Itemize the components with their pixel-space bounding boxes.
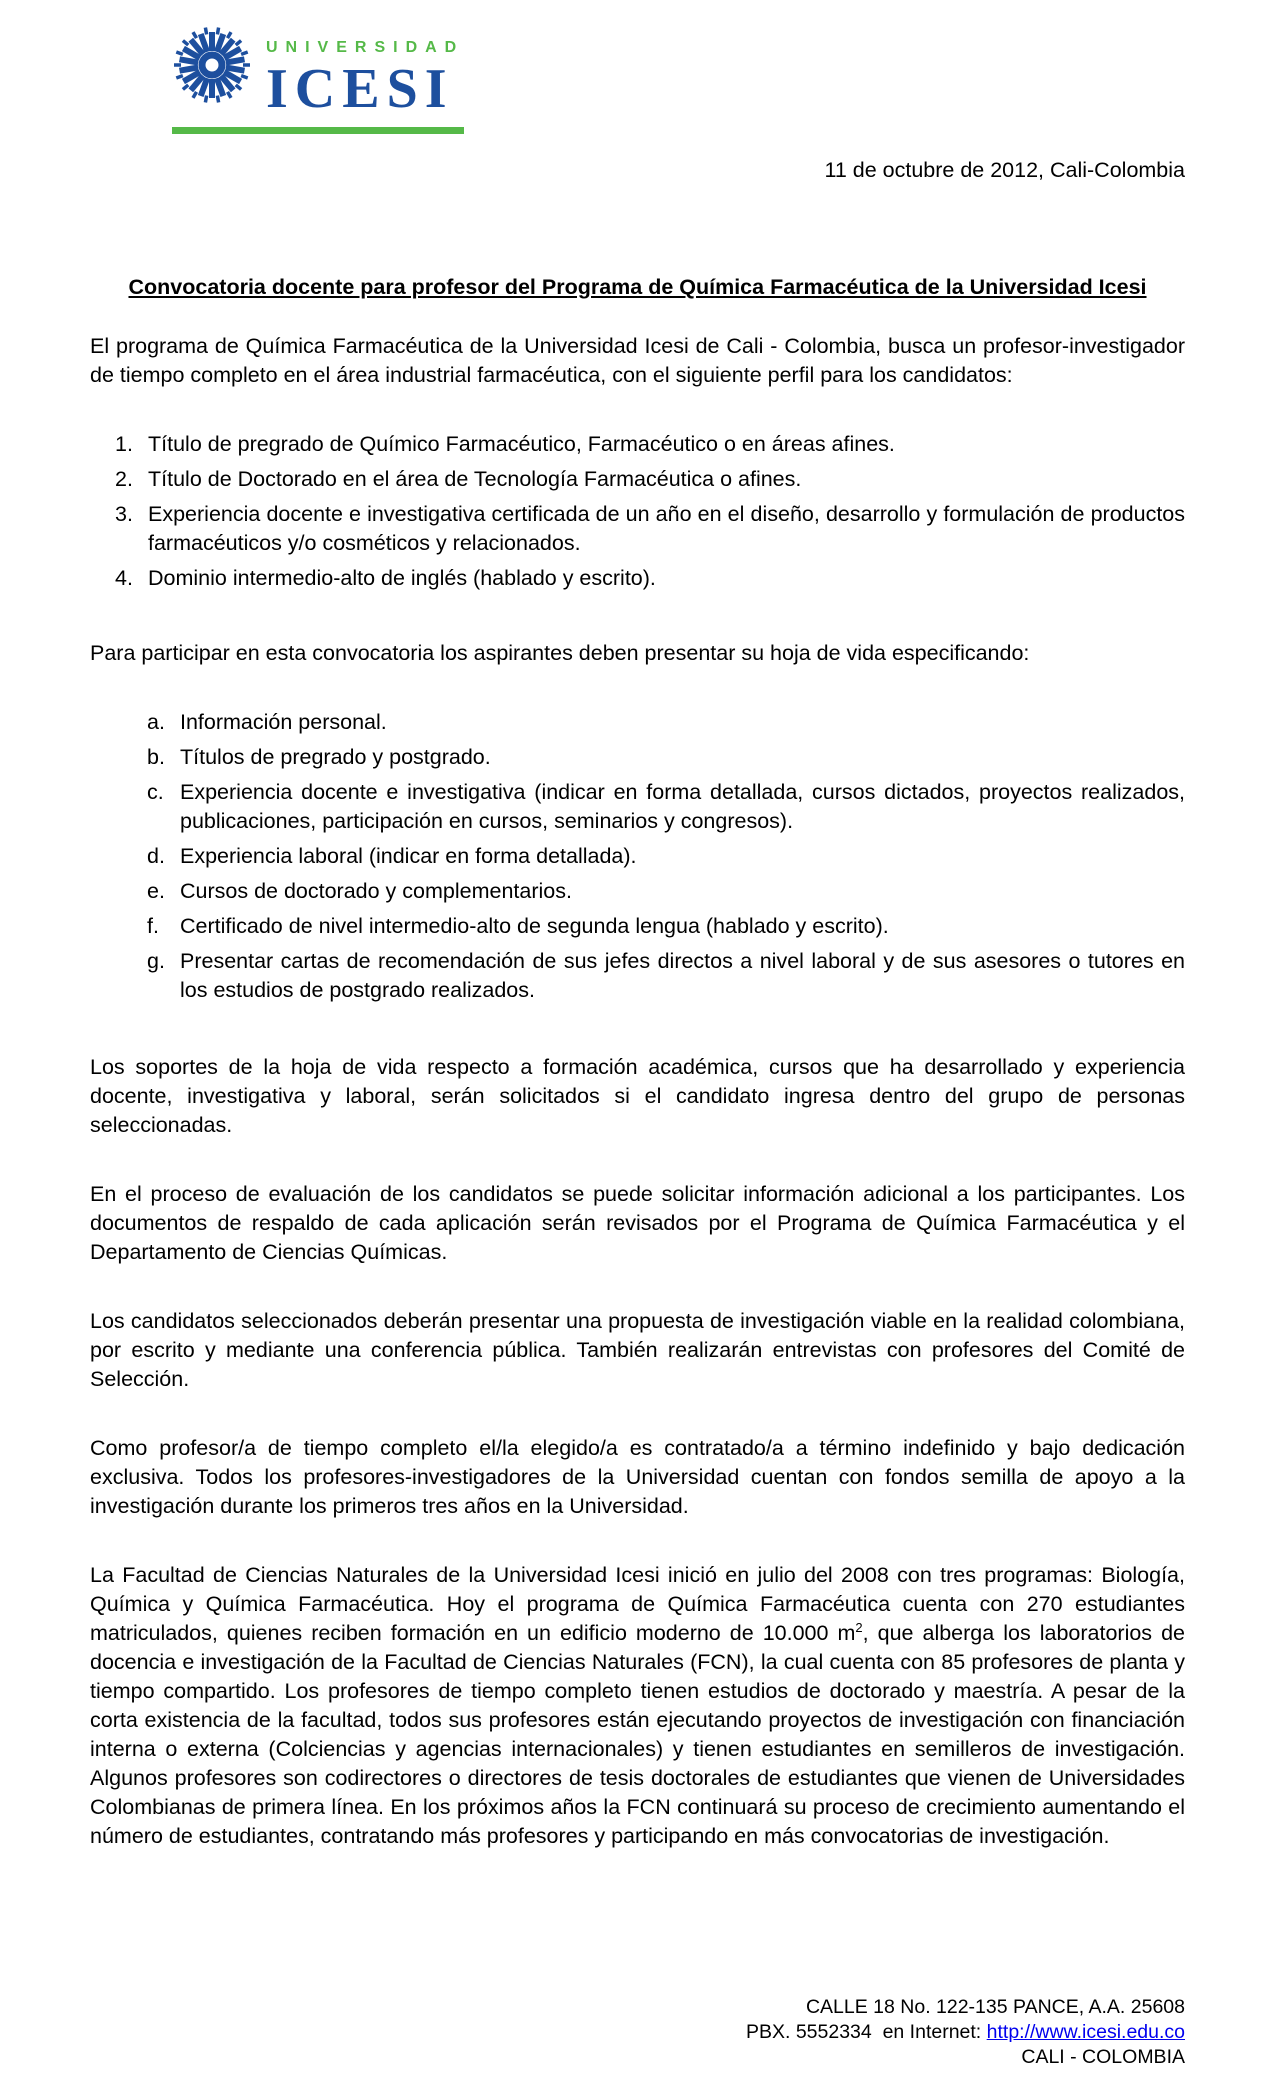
list-item <box>115 500 1185 558</box>
profile-requirements-list <box>115 430 1185 599</box>
faculty-text-part1: La Facultad de Ciencias Naturales de la Universidad Icesi inició en julio del 2008 con tres programas: Biología, Química y Química Farmacéutica. Hoy el programa de Química Farmacéutica cuenta con 270 estudiantes matriculados, quienes reciben formación en un edificio moderno de 10.000 m <box>90 1563 1185 1645</box>
list-item <box>115 564 1185 593</box>
list-item <box>115 430 1185 459</box>
list-marker: 2. <box>115 467 133 491</box>
list-marker: g. <box>147 949 165 973</box>
paragraph-supports: Los soportes de la hoja de vida respecto a formación académica, cursos que ha desarrollado y experiencia docente, investigativa y laboral, serán solicitados si el candidato ingresa dentro del grupo de personas seleccionadas. <box>90 1055 1185 1137</box>
list-text: Presentar cartas de recomendación de sus jefes directos a nivel laboral y de sus asesores o tutores en los estudios de postgrado realizados. <box>180 949 1185 1002</box>
footer-city: CALI - COLOMBIA <box>1021 2046 1185 2068</box>
list-item <box>147 708 1185 737</box>
list-text: Dominio intermedio-alto de inglés (hablado y escrito). <box>148 566 656 590</box>
paragraph-contract: Como profesor/a de tiempo completo el/la elegido/a es contratado/a a término indefinido y bajo dedicación exclusiva. Todos los profesores-investigadores de la Universidad cuentan con fondos semilla de apoyo a la investigación durante los primeros tres años en la Universidad. <box>90 1436 1185 1518</box>
website-link[interactable]: http://www.icesi.edu.co <box>986 2021 1185 2043</box>
list-text: Experiencia docente e investigativa (indicar en forma detallada, cursos dictados, proyectos realizados, publicaciones, participación en cursos, seminarios y congresos). <box>180 780 1185 833</box>
paragraph-proposal: Los candidatos seleccionados deberán presentar una propuesta de investigación viable en la realidad colombiana, por escrito y mediante una conferencia pública. También realizarán entrevistas con profesores del Comité de Selección. <box>90 1309 1185 1391</box>
list-item <box>147 912 1185 941</box>
list-text: Títulos de pregrado y postgrado. <box>180 745 491 769</box>
list-marker: b. <box>147 745 165 769</box>
list-marker: e. <box>147 879 165 903</box>
intro-paragraph: El programa de Química Farmacéutica de la Universidad Icesi de Cali - Colombia, busca un profesor-investigador de tiempo completo en el área industrial farmacéutica, con el siguiente perfil para los candidatos: <box>90 334 1185 387</box>
document-title: Convocatoria docente para profesor del Programa de Química Farmacéutica de la Universidad Icesi <box>128 275 1147 299</box>
cv-intro-paragraph: Para participar en esta convocatoria los aspirantes deben presentar su hoja de vida especificando: <box>90 641 1030 665</box>
list-marker: a. <box>147 710 165 734</box>
footer-address: CALLE 18 No. 122-135 PANCE, A.A. 25608 <box>805 1996 1185 2018</box>
logo-icesi-text: ICESI <box>266 58 454 120</box>
list-item <box>147 842 1185 871</box>
list-text: Experiencia docente e investigativa certificada de un año en el diseño, desarrollo y formulación de productos farmacéuticos y/o cosméticos y relacionados. <box>148 502 1185 555</box>
list-text: Título de pregrado de Químico Farmacéutico, Farmacéutico o en áreas afines. <box>148 432 895 456</box>
faculty-text-part2: , que alberga los laboratorios de docencia e investigación de la Facultad de Ciencias Naturales (FCN), la cual cuenta con 85 profesores de planta y tiempo compartido. Los profesores de tiempo completo tienen estudios de doctorado y maestría. A pesar de la corta existencia de la facultad, todos sus profesores están ejecutando proyectos de investigación con financiación interna o externa (Colciencias y agencias internacionales) y tienen estudiantes en semilleros de investigación. Algunos profesores son codirectores o directores de tesis doctorales de estudiantes que vienen de Universidades Colombianas de primera línea. En los próximos años la FCN continuará su proceso de crecimiento aumentando el número de estudiantes, contratando más profesores y participando en más convocatorias de investigación. <box>90 1621 1185 1848</box>
list-item <box>147 947 1185 1005</box>
logo-universidad-text: UNIVERSIDAD <box>266 39 465 56</box>
list-marker: 1. <box>115 432 133 456</box>
footer <box>90 1995 1185 2070</box>
list-marker: c. <box>147 780 164 804</box>
footer-contact-line <box>90 2020 1185 2045</box>
list-text: Experiencia laboral (indicar en forma detallada). <box>180 844 637 868</box>
cv-items-list <box>147 708 1185 1011</box>
list-marker: 3. <box>115 502 133 526</box>
list-item <box>115 465 1185 494</box>
sunburst-icon <box>172 25 252 105</box>
list-text: Certificado de nivel intermedio-alto de segunda lengua (hablado y escrito). <box>180 914 889 938</box>
logo-wordmark <box>266 25 465 120</box>
date-line: 11 de octubre de 2012, Cali-Colombia <box>824 158 1185 182</box>
list-marker: d. <box>147 844 165 868</box>
paragraph-faculty <box>90 1561 1185 1851</box>
paragraph-evaluation: En el proceso de evaluación de los candidatos se puede solicitar información adicional a los participantes. Los documentos de respaldo de cada aplicación serán revisados por el Programa de Química Farmacéutica y el Departamento de Ciencias Químicas. <box>90 1182 1185 1264</box>
list-text: Título de Doctorado en el área de Tecnología Farmacéutica o afines. <box>148 467 802 491</box>
university-logo <box>172 25 464 134</box>
list-item <box>147 743 1185 772</box>
list-item <box>147 778 1185 836</box>
square-meters-superscript: 2 <box>855 1619 863 1635</box>
list-text: Cursos de doctorado y complementarios. <box>180 879 572 903</box>
footer-phone: PBX. 5552334 en Internet: <box>745 2021 987 2043</box>
list-marker: 4. <box>115 566 133 590</box>
list-text: Información personal. <box>180 710 387 734</box>
list-marker: f. <box>147 914 159 938</box>
list-item <box>147 877 1185 906</box>
